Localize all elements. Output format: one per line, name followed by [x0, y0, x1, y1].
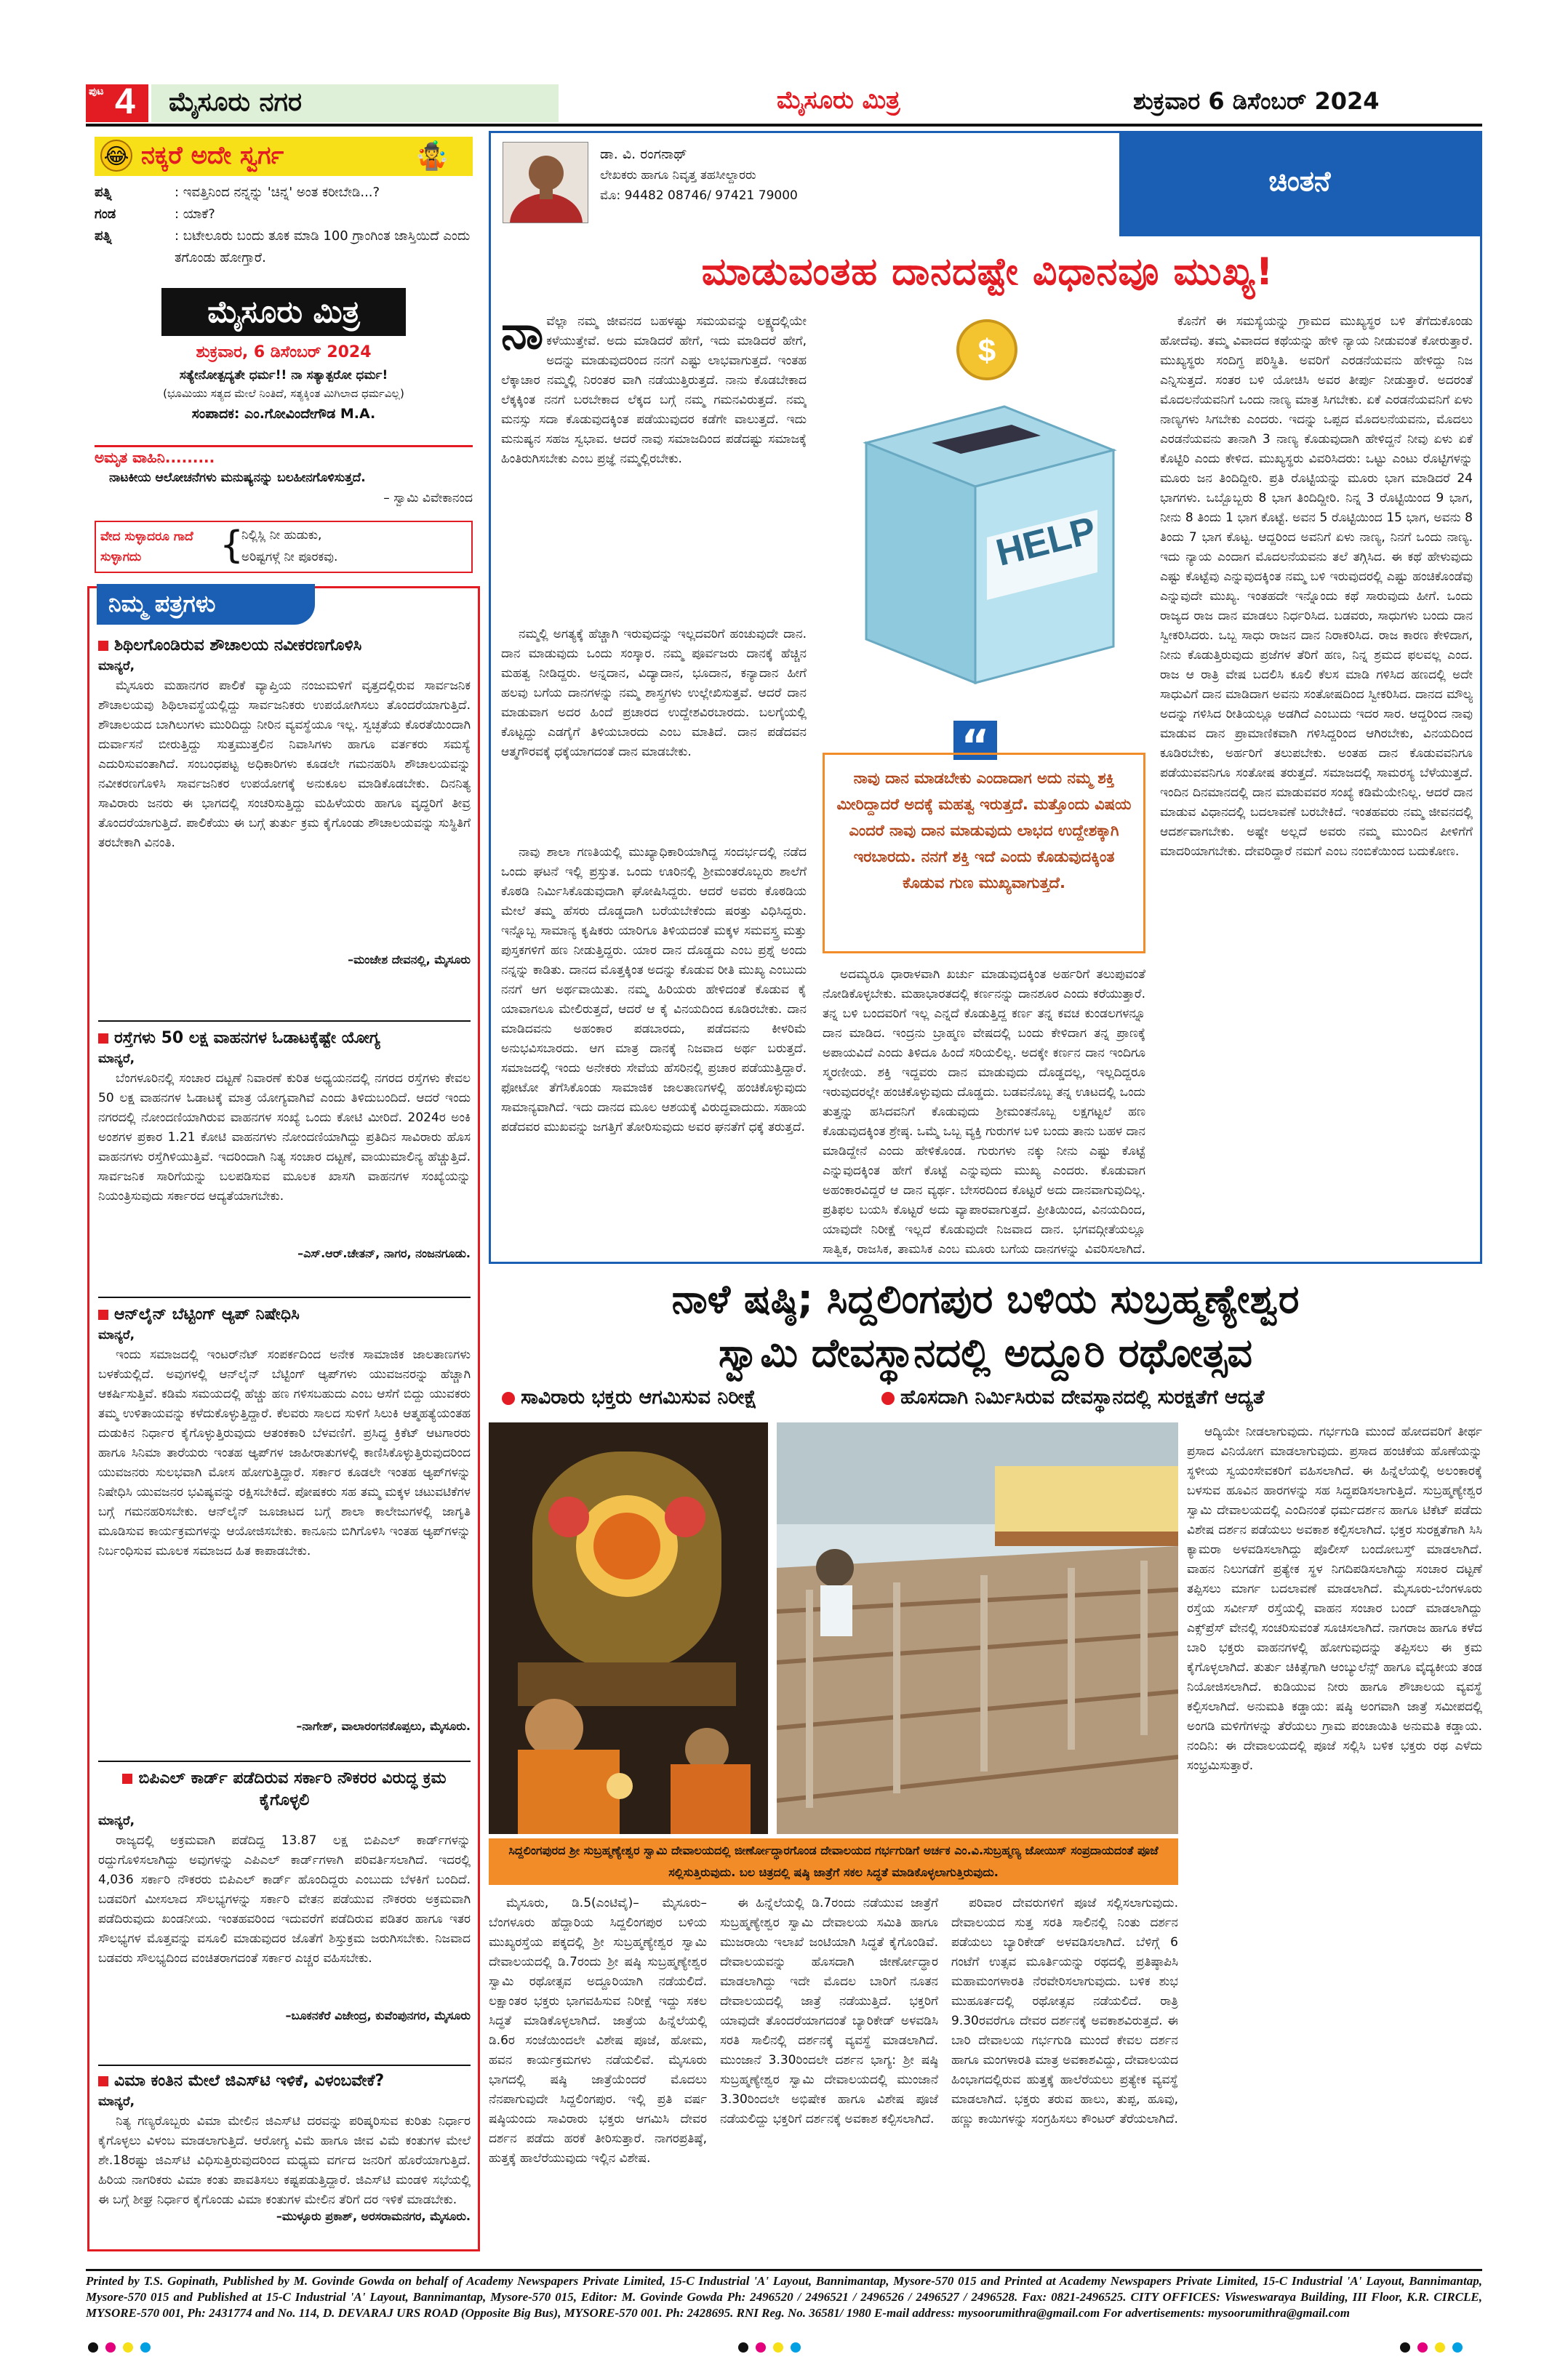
registration-dots-center	[735, 2342, 804, 2355]
letter-title: ರಸ್ತೆಗಳು 50 ಲಕ್ಷ ವಾಹನಗಳ ಓಡಾಟಕ್ಕೆಷ್ಟೇ ಯೋಗ್ಯ	[98, 1028, 471, 1049]
masthead-date: ಶುಕ್ರವಾರ, 6 ಡಿಸೆಂಬರ್ 2024	[196, 343, 372, 361]
chintane-col-3: ಕೊನೆಗೆ ಈ ಸಮಸ್ಯೆಯನ್ನು ಗ್ರಾಮದ ಮುಖ್ಯಸ್ಥರ ಬಳಿ ತೆಗೆದುಕೊಂಡು ಹೋದೆವು. ತಮ್ಮ ವಿವಾದದ ಕಥೆಯನ್ನು ಹೇಳಿ ನ್ಯಾಯ ನೀಡುವಂತೆ ಕೋರುತ್ತಾರೆ. ಮುಖ್ಯಸ್ಥರು ಸಂದಿಗ್ಧ ಪರಿಸ್ಥಿತಿ. ಅವರಿಗೆ ಎರಡನೆಯವನು ಹೇಳಿದ್ದು ನಿಜ ಎನ್ನಿಸುತ್ತದೆ. ಸಂತರ ಬಳಿ ಯೋಚಿಸಿ ಅವರ ತೀರ್ಪು ನೀಡುತ್ತಾರೆ. ಅದರಂತೆ ಮೊದಲನೆಯವನಿಗೆ ಒಂದು ನಾಣ್ಯ ಮಾತ್ರ ಸಿಗಬೇಕು. ಏಕೆ ಎರಡನೆಯವನಿಗೆ ಏಳು ನಾಣ್ಯಗಳು ಸಿಗಬೇಕು ಎಂದರು. ಇದನ್ನು ಒಪ್ಪದ ಮೊದಲನೆಯವನು, ಮೊದಲು ಎರಡನೆಯವನು ತಾನಾಗಿ 3 ನಾಣ್ಯ ಕೊಡುವುದಾಗಿ ಹೇಳಿದ್ದನೆ ನೀವು ಏಳು ಏಕೆ ಕೊಟ್ಟಿರಿ ಎಂದು ಕೇಳಿದ. ಮುಖ್ಯಸ್ಥರು ವಿವರಿಸಿದರು: ಒಟ್ಟು ಎಂಟು ರೊಟ್ಟಿಗಳನ್ನು ಮೂರು ಜನ ತಿಂದಿದ್ದೀರಿ. ಪ್ರತಿ ರೊಟ್ಟಿಯನ್ನು ಮೂರು ಭಾಗ ಮಾಡಿದರೆ 24 ಭಾಗಗಳು. ಒಬ್ಬೊಬ್ಬರು 8 ಭಾಗ ತಿಂದಿದ್ದೀರಿ. ನಿನ್ನ 3 ರೊಟ್ಟಿಯಿಂದ 9 ಭಾಗ, ನೀನು 8 ತಿಂದು 1 ಭಾಗ ಕೊಟ್ಟೆ. ಅವನ 5 ರೊಟ್ಟಿಯಿಂದ 15 ಭಾಗ, ಅವನು 8 ತಿಂದು 7 ಭಾಗ ಕೊಟ್ಟ. ಆದ್ದರಿಂದ ಅವನಿಗೆ ಏಳು ನಾಣ್ಯ, ನಿನಗೆ ಒಂದು ನಾಣ್ಯ. ಇದು ನ್ಯಾಯ ಎಂದಾಗ ಮೊದಲನೆಯವನು ತಲೆ ತಗ್ಗಿಸಿದ. ಈ ಕಥೆ ಹೇಳುವುದು ಎಷ್ಟು ಕೊಟ್ಟೆವು ಎನ್ನುವುದಕ್ಕಿಂತ ನಮ್ಮ ಬಳಿ ಇರುವುದರಲ್ಲಿ ಎಷ್ಟು ಹಂಚಿಕೊಂಡೆವು ಎನ್ನುವುದೇ ಮುಖ್ಯ. ಇಂತಹದೇ ಇನ್ನೊಂದು ಕಥೆ ಸಾರುವುದು ಹೀಗೆ. ಒಂದು ರಾಜ್ಯದ ರಾಜ ದಾನ ಮಾಡಲು ನಿರ್ಧರಿಸಿದ. ಬಡವರು, ಸಾಧುಗಳು ಬಂದು ದಾನ ಸ್ವೀಕರಿಸಿದರು. ಒಬ್ಬ ಸಾಧು ರಾಜನ ದಾನ ನಿರಾಕರಿಸಿದ. ರಾಜ ಕಾರಣ ಕೇಳಿದಾಗ, ನೀನು ಕೊಡುತ್ತಿರುವುದು ಪ್ರಜೆಗಳ ತೆರಿಗೆ ಹಣ, ನಿನ್ನ ಶ್ರಮದ ಫಲವಲ್ಲ ಎಂದ. ರಾಜ ಆ ರಾತ್ರಿ ವೇಷ ಬದಲಿಸಿ ಕೂಲಿ ಕೆಲಸ ಮಾಡಿ ಗಳಿಸಿದ ಹಣದಲ್ಲಿ ಅದೇ ಸಾಧುವಿಗೆ ದಾನ ಮಾಡಿದಾಗ ಅವನು ಸಂತೋಷದಿಂದ ಸ್ವೀಕರಿಸಿದ. ದಾನದ ಮೌಲ್ಯ ಅದನ್ನು ಗಳಿಸಿದ ರೀತಿಯಲ್ಲೂ ಅಡಗಿದೆ ಎಂಬುದು ಇದರ ಸಾರ. ಆದ್ದರಿಂದ ನಾವು ಮಾಡುವ ದಾನ ಪ್ರಾಮಾಣಿಕವಾಗಿ ಗಳಿಸಿದ್ದರಿಂದ ಆಗಿರಬೇಕು, ವಿನಯದಿಂದ ಕೂಡಿರಬೇಕು, ಅರ್ಹರಿಗೆ ತಲುಪಬೇಕು. ಅಂತಹ ದಾನ ಕೊಡುವವನಿಗೂ ಪಡೆಯುವವನಿಗೂ ಸಂತೋಷ ತರುತ್ತದೆ. ಸಮಾಜದಲ್ಲಿ ಸಾಮರಸ್ಯ ಬೆಳೆಯುತ್ತದೆ. ಇಂದಿನ ದಿನಮಾನದಲ್ಲಿ ದಾನ ಮಾಡುವವರ ಸಂಖ್ಯೆ ಕಡಿಮೆಯೇನಿಲ್ಲ. ಆದರೆ ದಾನ ಮಾಡುವ ವಿಧಾನದಲ್ಲಿ ಬದಲಾವಣೆ ಬರಬೇಕಿದೆ. ಇಂತಹವರು ನಮ್ಮ ಜೀವನದಲ್ಲಿ ಆದರ್ಶವಾಗಬೇಕು. ಅಷ್ಟೇ ಅಲ್ಲದೆ ಅವರು ನಮ್ಮ ಮುಂದಿನ ಪೀಳಿಗೆಗೆ ಮಾದರಿಯಾಗಬೇಕು. ದೇವರಿದ್ದಾರೆ ನಮಗೆ ಎಂಬ ನಂಬಿಕೆಯಿಂದ ಬದುಕೋಣ.	[1160, 314, 1473, 859]
letter-signoff: –ಮಂಜೇಶ ದೇವನಲ್ಲಿ, ಮೈಸೂರು	[348, 953, 471, 966]
registration-dots-left	[84, 2342, 154, 2355]
black-dot-icon	[1400, 2342, 1410, 2353]
letter-item	[98, 2070, 471, 2245]
chintane-para: ನಾವು ಶಾಲಾ ಗಣತಿಯಲ್ಲಿ ಮುಖ್ಯಾಧಿಕಾರಿಯಾಗಿದ್ದ ಸಂದರ್ಭದಲ್ಲಿ ನಡೆದ ಒಂದು ಘಟನೆ ಇಲ್ಲಿ ಪ್ರಸ್ತುತ. ಒಂದು ಊರಿನಲ್ಲಿ ಶ್ರೀಮಂತರೊಬ್ಬರು ಶಾಲೆಗೆ ಕೊಠಡಿ ನಿರ್ಮಿಸಿಕೊಡುವುದಾಗಿ ಘೋಷಿಸಿದ್ದರು. ಆದರೆ ಅವರು ಕೊಠಡಿಯ ಮೇಲೆ ತಮ್ಮ ಹೆಸರು ದೊಡ್ಡದಾಗಿ ಬರೆಯಬೇಕೆಂದು ಷರತ್ತು ವಿಧಿಸಿದ್ದರು. ಇನ್ನೊಬ್ಬ ಸಾಮಾನ್ಯ ಕೃಷಿಕರು ಯಾರಿಗೂ ತಿಳಿಯದಂತೆ ಮಕ್ಕಳ ಸಮವಸ್ತ್ರ ಮತ್ತು ಪುಸ್ತಕಗಳಿಗೆ ಹಣ ನೀಡುತ್ತಿದ್ದರು. ಯಾರ ದಾನ ದೊಡ್ಡದು ಎಂಬ ಪ್ರಶ್ನೆ ಅಂದು ನನ್ನನ್ನು ಕಾಡಿತು. ದಾನದ ಮೊತ್ತಕ್ಕಿಂತ ಅದನ್ನು ಕೊಡುವ ರೀತಿ ಮುಖ್ಯ ಎಂಬುದು ನನಗೆ ಆಗ ಅರ್ಥವಾಯಿತು. ನಮ್ಮ ಹಿರಿಯರು ಹೇಳಿದಂತೆ ಕೊಡುವ ಕೈ ಯಾವಾಗಲೂ ಮೇಲಿರುತ್ತದೆ, ಆದರೆ ಆ ಕೈ ವಿನಯದಿಂದ ಕೂಡಿರಬೇಕು. ದಾನ ಮಾಡಿದವನು ಅಹಂಕಾರ ಪಡಬಾರದು, ಪಡೆದವನು ಕೀಳರಿಮೆ ಅನುಭವಿಸಬಾರದು. ಆಗ ಮಾತ್ರ ದಾನಕ್ಕೆ ನಿಜವಾದ ಅರ್ಥ ಬರುತ್ತದೆ. ಸಮಾಜದಲ್ಲಿ ಇಂದು ಅನೇಕರು ಸೇವೆಯ ಹೆಸರಿನಲ್ಲಿ ಪ್ರಚಾರ ಪಡೆಯುತ್ತಿದ್ದಾರೆ. ಫೋಟೋ ತೆಗೆಸಿಕೊಂಡು ಸಾಮಾಜಿಕ ಜಾಲತಾಣಗಳಲ್ಲಿ ಹಂಚಿಕೊಳ್ಳುವುದು ಸಾಮಾನ್ಯವಾಗಿದೆ. ಇದು ದಾನದ ಮೂಲ ಆಶಯಕ್ಕೆ ವಿರುದ್ಧವಾದುದು. ಸಹಾಯ ಪಡೆದವರ ಮುಖವನ್ನು ಜಗತ್ತಿಗೆ ತೋರಿಸುವುದು ಅವರ ಘನತೆಗೆ ಧಕ್ಕೆ ತರುತ್ತದೆ.	[501, 845, 807, 1134]
chintane-headline: ಮಾಡುವಂತಹ ದಾನದಷ್ಟೇ ವಿಧಾನವೂ ಮುಖ್ಯ!	[701, 250, 1274, 294]
amrutha-title: ಅಮೃತ ವಾಹಿನಿ.........	[95, 449, 215, 466]
magenta-dot-icon	[756, 2342, 766, 2353]
masthead-editor: ಸಂಪಾದಕ: ಎಂ.ಗೋವಿಂದೇಗೌಡ M.A.	[191, 406, 376, 422]
magenta-dot-icon	[1417, 2342, 1428, 2353]
letter-item	[98, 635, 471, 1013]
magenta-dot-icon	[105, 2342, 116, 2353]
joke-box	[95, 137, 473, 268]
svg-text:$: $	[977, 333, 996, 369]
pull-quote: ನಾವು ದಾನ ಮಾಡಬೇಕು ಎಂದಾದಾಗ ಅದು ನಮ್ಮ ಶಕ್ತಿ ಮೀರಿದ್ದಾದರೆ ಅದಕ್ಕೆ ಮಹತ್ವ ಇರುತ್ತದೆ. ಮತ್ತೊಂದು ವಿಷಯ ಎಂದರೆ ನಾವು ದಾನ ಮಾಡುವುದು ಲಾಭದ ಉದ್ದೇಶಕ್ಕಾಗಿ ಇರಬಾರದು. ನನಗೆ ಶಕ್ತಿ ಇದೆ ಎಂದು ಕೊಡುವುದಕ್ಕಿಂತ ಕೊಡುವ ಗುಣ ಮುಖ್ಯವಾಗುತ್ತದೆ.	[836, 769, 1132, 892]
letters-section	[87, 586, 480, 2251]
yellow-dot-icon	[1435, 2342, 1445, 2353]
letter-signoff: –ಬೂಕನಕೆರೆ ವಿಜೇಂದ್ರ, ಕುವೆಂಪುನಗರ, ಮೈಸೂರು	[285, 2009, 471, 2022]
joke-row: ಗಂಡ : ಯಾಕೆ?	[95, 207, 215, 222]
amrutha-author: – ಸ್ವಾಮಿ ವಿವೇಕಾನಂದ	[383, 491, 473, 505]
letter-signoff: –ನಾಗೇಶ್, ವಾಲಾರಂಗನಕೊಪ್ಪಲು, ಮೈಸೂರು.	[296, 1719, 471, 1733]
chintane-label-box	[1119, 133, 1480, 236]
registration-dots-right	[1396, 2342, 1466, 2355]
letter-signoff: –ಎಸ್.ಆರ್.ಚೇತನ್, ನಾಗರ, ನಂಜನಗೂಡು.	[297, 1246, 471, 1260]
laughing-face-icon: 😂	[100, 140, 132, 172]
masthead-motto: ಸತ್ಯೇನೋತ್ಪದ್ಯತೇ ಧರ್ಮ!! ನಾ ಸತ್ಯಾತ್ಪರೋ ಧರ್ಮ!	[179, 368, 388, 383]
masthead-logo: ಮೈಸೂರು ಮಿತ್ರ	[161, 288, 406, 336]
letter-salutation: ಮಾನ್ಯರೆ,	[98, 659, 135, 673]
letter-item	[98, 1028, 471, 1289]
temple-subhead-1: ಸಾವಿರಾರು ಭಕ್ತರು ಆಗಮಿಸುವ ನಿರೀಕ್ಷೆ	[521, 1386, 757, 1409]
cyan-dot-icon	[1452, 2342, 1463, 2353]
bullet-icon	[502, 1392, 515, 1405]
letter-title: ಶಿಥಿಲಗೊಂಡಿರುವ ಶೌಚಾಲಯ ನವೀಕರಣಗೊಳಿಸಿ	[98, 635, 471, 657]
help-box-illustration	[823, 305, 1143, 726]
chintane-article	[489, 131, 1482, 1264]
temple-photo-right	[777, 1422, 1178, 1834]
temple-headline-2: ಸ್ವಾಮಿ ದೇವಸ್ಥಾನದಲ್ಲಿ ಅದ್ದೂರಿ ರಥೋತ್ಸವ	[718, 1330, 1253, 1376]
letter-body: ನಿತ್ಯ ಗಣ್ಯರೊಬ್ಬರು ವಿಮಾ ಮೇಲಿನ ಜಿಎಸ್‌ಟಿ ದರವನ್ನು ಪರಿಷ್ಕರಿಸುವ ಕುರಿತು ನಿರ್ಧಾರ ಕೈಗೊಳ್ಳಲು ವಿಳಂಬ ಮಾಡಲಾಗುತ್ತಿದೆ. ಆರೋಗ್ಯ ವಿಮೆ ಹಾಗೂ ಜೀವ ವಿಮೆ ಕಂತುಗಳ ಮೇಲೆ ಶೇ.18ರಷ್ಟು ಜಿಎಸ್‌ಟಿ ವಿಧಿಸುತ್ತಿರುವುದರಿಂದ ಮಧ್ಯಮ ವರ್ಗದ ಜನರಿಗೆ ಹೊರೆಯಾಗುತ್ತಿದೆ. ಹಿರಿಯ ನಾಗರಿಕರು ವಿಮಾ ಕಂತು ಪಾವತಿಸಲು ಕಷ್ಟಪಡುತ್ತಿದ್ದಾರೆ. ಜಿಎಸ್‌ಟಿ ಮಂಡಳಿ ಸಭೆಯಲ್ಲಿ ಈ ಬಗ್ಗೆ ಶೀಘ್ರ ನಿರ್ಧಾರ ಕೈಗೊಂಡು ವಿಮಾ ಕಂತುಗಳ ಮೇಲಿನ ತೆರಿಗೆ ದರ ಇಳಿಕೆ ಮಾಡಬೇಕು.	[98, 2114, 471, 2207]
joke-title: ನಕ್ಕರೆ ಅದೇ ಸ್ವರ್ಗ	[141, 141, 284, 170]
black-dot-icon	[738, 2342, 748, 2353]
priest-puja-photo-icon	[489, 1422, 768, 1834]
page-number-badge	[86, 81, 148, 122]
masthead-small: ಮೈಸೂರು ಮಿತ್ರ	[777, 86, 900, 115]
issue-date: ಶುಕ್ರವಾರ 6 ಡಿಸೆಂಬರ್ 2024	[1133, 87, 1380, 115]
chintane-col-1	[501, 312, 807, 1257]
divider	[98, 2065, 471, 2066]
chintane-col-2: ಅದಮ್ಯರೂ ಧಾರಾಳವಾಗಿ ಖರ್ಚು ಮಾಡುವುದಕ್ಕಿಂತ ಅರ್ಹರಿಗೆ ತಲುಪುವಂತೆ ನೋಡಿಕೊಳ್ಳಬೇಕು. ಮಹಾಭಾರತದಲ್ಲಿ ಕರ್ಣನನ್ನು ದಾನಶೂರ ಎಂದು ಕರೆಯುತ್ತಾರೆ. ತನ್ನ ಬಳಿ ಬಂದವರಿಗೆ ಇಲ್ಲ ಎನ್ನದೆ ಕೊಡುತ್ತಿದ್ದ ಕರ್ಣ ತನ್ನ ಕವಚ ಕುಂಡಲಗಳನ್ನೂ ದಾನ ಮಾಡಿದ. ಇಂದ್ರನು ಬ್ರಾಹ್ಮಣ ವೇಷದಲ್ಲಿ ಬಂದು ಕೇಳಿದಾಗ ತನ್ನ ಪ್ರಾಣಕ್ಕೆ ಅಪಾಯವಿದೆ ಎಂದು ತಿಳಿದೂ ಹಿಂದೆ ಸರಿಯಲಿಲ್ಲ. ಅದಕ್ಕೇ ಕರ್ಣನ ದಾನ ಇಂದಿಗೂ ಸ್ಮರಣೀಯ. ಶಕ್ತಿ ಇದ್ದವರು ದಾನ ಮಾಡುವುದು ದೊಡ್ಡದಲ್ಲ, ಇಲ್ಲದಿದ್ದರೂ ಇರುವುದರಲ್ಲೇ ಹಂಚಿಕೊಳ್ಳುವುದು ದೊಡ್ಡದು. ಬಡವನೊಬ್ಬ ತನ್ನ ಊಟದಲ್ಲಿ ಒಂದು ತುತ್ತನ್ನು ಹಸಿದವನಿಗೆ ಕೊಡುವುದು ಶ್ರೀಮಂತನೊಬ್ಬ ಲಕ್ಷಗಟ್ಟಲೆ ಹಣ ಕೊಡುವುದಕ್ಕಿಂತ ಶ್ರೇಷ್ಠ. ಒಮ್ಮೆ ಒಬ್ಬ ವ್ಯಕ್ತಿ ಗುರುಗಳ ಬಳಿ ಬಂದು ತಾನು ಬಹಳ ದಾನ ಮಾಡಿದ್ದೇನೆ ಎಂದು ಹೇಳಿಕೊಂಡ. ಗುರುಗಳು ನಕ್ಕು ನೀನು ಎಷ್ಟು ಕೊಟ್ಟೆ ಎನ್ನುವುದಕ್ಕಿಂತ ಹೇಗೆ ಕೊಟ್ಟೆ ಎನ್ನುವುದು ಮುಖ್ಯ ಎಂದರು. ಕೊಡುವಾಗ ಅಹಂಕಾರವಿದ್ದರೆ ಆ ದಾನ ವ್ಯರ್ಥ. ಬೇಸರದಿಂದ ಕೊಟ್ಟರೆ ಅದು ದಾನವಾಗುವುದಿಲ್ಲ. ಪ್ರತಿಫಲ ಬಯಸಿ ಕೊಟ್ಟರೆ ಅದು ವ್ಯಾಪಾರವಾಗುತ್ತದೆ. ಪ್ರೀತಿಯಿಂದ, ವಿನಯದಿಂದ, ಯಾವುದೇ ನಿರೀಕ್ಷೆ ಇಲ್ಲದೆ ಕೊಡುವುದೇ ನಿಜವಾದ ದಾನ. ಭಗವದ್ಗೀತೆಯಲ್ಲೂ ಸಾತ್ವಿಕ, ರಾಜಸಿಕ, ತಾಮಸಿಕ ಎಂಬ ಮೂರು ಬಗೆಯ ದಾನಗಳನ್ನು ವಿವರಿಸಲಾಗಿದೆ.	[823, 967, 1145, 1257]
letter-salutation: ಮಾನ್ಯರೆ,	[98, 1328, 135, 1342]
letter-body: ಮೈಸೂರು ಮಹಾನಗರ ಪಾಲಿಕೆ ವ್ಯಾಪ್ತಿಯ ನಂಜುಮಳಿಗೆ ವೃತ್ತದಲ್ಲಿರುವ ಸಾರ್ವಜನಿಕ ಶೌಚಾಲಯವು ಶಿಥಿಲಾವಸ್ಥೆಯಲ್ಲಿದ್ದು ಸಾರ್ವಜನಿಕರು ಉಪಯೋಗಿಸಲು ತೊಂದರೆಯಾಗುತ್ತಿದೆ. ಶೌಚಾಲಯದ ಬಾಗಿಲುಗಳು ಮುರಿದಿದ್ದು ನೀರಿನ ವ್ಯವಸ್ಥೆಯೂ ಇಲ್ಲ. ಸ್ವಚ್ಛತೆಯ ಕೊರತೆಯಿಂದಾಗಿ ದುರ್ವಾಸನೆ ಬೀರುತ್ತಿದ್ದು ಸುತ್ತಮುತ್ತಲಿನ ನಿವಾಸಿಗಳು ಹಾಗೂ ವರ್ತಕರು ಸಮಸ್ಯೆ ಎದುರಿಸುವಂತಾಗಿದೆ. ಸಂಬಂಧಪಟ್ಟ ಅಧಿಕಾರಿಗಳು ಕೂಡಲೇ ಗಮನಹರಿಸಿ ಶೌಚಾಲಯವನ್ನು ನವೀಕರಣಗೊಳಿಸಿ ಸಾರ್ವಜನಿಕರ ಉಪಯೋಗಕ್ಕೆ ಅನುಕೂಲ ಮಾಡಿಕೊಡಬೇಕು. ದಿನನಿತ್ಯ ಸಾವಿರಾರು ಜನರು ಈ ಭಾಗದಲ್ಲಿ ಸಂಚರಿಸುತ್ತಿದ್ದು ಮಹಿಳೆಯರು ಹಾಗೂ ವೃದ್ಧರಿಗೆ ತೀವ್ರ ತೊಂದರೆಯಾಗುತ್ತಿದೆ. ಪಾಲಿಕೆಯು ಈ ಬಗ್ಗೆ ತುರ್ತು ಕ್ರಮ ಕೈಗೊಂಡು ಶೌಚಾಲಯವನ್ನು ಸುಸ್ಥಿತಿಗೆ ತರಬೇಕಾಗಿ ವಿನಂತಿ.	[98, 678, 471, 850]
page-header	[86, 81, 1482, 124]
temple-subhead-2: ಹೊಸದಾಗಿ ನಿರ್ಮಿಸಿರುವ ದೇವಸ್ಥಾನದಲ್ಲಿ ಸುರಕ್ಷತೆಗೆ ಆದ್ಯತೆ	[900, 1386, 1265, 1409]
donation-box-icon	[823, 305, 1143, 726]
divider	[98, 1297, 471, 1298]
footer-rule	[86, 2269, 1482, 2271]
author-phone: ಮೊ: 94482 08746/ 97421 79000	[600, 188, 798, 203]
barricade-preparation-photo-icon	[777, 1422, 1178, 1834]
amrutha-vahini	[95, 445, 473, 512]
joke-header	[95, 137, 473, 176]
author-block	[498, 139, 1095, 226]
letter-body: ಬೆಂಗಳೂರಿನಲ್ಲಿ ಸಂಚಾರ ದಟ್ಟಣೆ ನಿವಾರಣೆ ಕುರಿತ ಅಧ್ಯಯನದಲ್ಲಿ ನಗರದ ರಸ್ತೆಗಳು ಕೇವಲ 50 ಲಕ್ಷ ವಾಹನಗಳ ಓಡಾಟಕ್ಕೆ ಮಾತ್ರ ಯೋಗ್ಯವಾಗಿವೆ ಎಂದು ತಿಳಿದುಬಂದಿದೆ. ಆದರೆ ಇಂದು ನಗರದಲ್ಲಿ ನೋಂದಣಿಯಾಗಿರುವ ವಾಹನಗಳ ಸಂಖ್ಯೆ ಒಂದು ಕೋಟಿ ಮೀರಿದೆ. 2024ರ ಅಂಕಿ ಅಂಶಗಳ ಪ್ರಕಾರ 1.21 ಕೋಟಿ ವಾಹನಗಳು ನೋಂದಣಿಯಾಗಿದ್ದು ಪ್ರತಿದಿನ ಸಾವಿರಾರು ಹೊಸ ವಾಹನಗಳು ರಸ್ತೆಗಿಳಿಯುತ್ತಿವೆ. ಇದರಿಂದಾಗಿ ನಿತ್ಯ ಸಂಚಾರ ದಟ್ಟಣೆ, ವಾಯುಮಾಲಿನ್ಯ ಹೆಚ್ಚುತ್ತಿದೆ. ಸಾರ್ವಜನಿಕ ಸಾರಿಗೆಯನ್ನು ಬಲಪಡಿಸುವ ಮೂಲಕ ಖಾಸಗಿ ವಾಹನಗಳ ಸಂಖ್ಯೆಯನ್ನು ನಿಯಂತ್ರಿಸುವುದು ಸರ್ಕಾರದ ಆದ್ಯತೆಯಾಗಬೇಕು.	[98, 1071, 471, 1204]
proverb-brace: {	[220, 524, 244, 567]
chintane-label: ಚಿಂತನೆ	[1268, 165, 1331, 197]
chintane-lead: ನಾ ವೆಲ್ಲಾ ನಮ್ಮ ಜೀವನದ ಬಹಳಷ್ಟು ಸಮಯವನ್ನು ಲಕ್ಷ್ಯದಲ್ಲಿಯೇ ಕಳೆಯುತ್ತೇವೆ. ಅದು ಮಾಡಿದರೆ ಹೇಗೆ, ಇದು ಮಾಡಿದರೆ ಹೇಗೆ, ಅದನ್ನು ಮಾಡುವುದರಿಂದ ನನಗೆ ಎಷ್ಟು ಲಾಭವಾಗುತ್ತದೆ. ಇಂತಹ ಲೆಕ್ಕಾಚಾರ ನಮ್ಮಲ್ಲಿ ನಿರಂತರ ವಾಗಿ ನಡೆಯುತ್ತಿರುತ್ತದೆ. ನಾನು ಕೊಡಬೇಕಾದ ಲೆಕ್ಕಕ್ಕಿಂತ ನನಗೆ ಬರಬೇಕಾದ ಲೆಕ್ಕದ ಬಗ್ಗೆ ನಮ್ಮ ಗಮನವಿರುತ್ತದೆ. ನಮ್ಮ ಮನಸ್ಸು ಸದಾ ಕೊಡುವುದಕ್ಕಿಂತ ಪಡೆಯುವುದರ ಕಡೆಗೇ ವಾಲುತ್ತದೆ. ಇದು ಮನುಷ್ಯನ ಸಹಜ ಸ್ವಭಾವ. ಆದರೆ ನಾವು ಸಮಾಜದಿಂದ ಪಡೆದಷ್ಟು ಸಮಾಜಕ್ಕೆ ಹಿಂತಿರುಗಿಸಬೇಕು ಎಂಬ ಪ್ರಜ್ಞೆ ನಮ್ಮಲ್ಲಿರಬೇಕು.	[501, 312, 807, 466]
letter-salutation: ಮಾನ್ಯರೆ,	[98, 1052, 135, 1066]
temple-col-3: ಪರಿವಾರ ದೇವರುಗಳಿಗೆ ಪೂಜೆ ಸಲ್ಲಿಸಲಾಗುವುದು. ದೇವಾಲಯದ ಸುತ್ತ ಸರತಿ ಸಾಲಿನಲ್ಲಿ ನಿಂತು ದರ್ಶನ ಪಡೆಯಲು ಬ್ಯಾರಿಕೇಡ್ ಅಳವಡಿಸಲಾಗಿದೆ. ಬೆಳಿಗ್ಗೆ 6 ಗಂಟೆಗೆ ಉತ್ಸವ ಮೂರ್ತಿಯನ್ನು ರಥದಲ್ಲಿ ಪ್ರತಿಷ್ಠಾಪಿಸಿ ಮಹಾಮಂಗಳಾರತಿ ನೆರವೇರಿಸಲಾಗುವುದು. ಬಳಿಕ ಶುಭ ಮುಹೂರ್ತದಲ್ಲಿ ರಥೋತ್ಸವ ನಡೆಯಲಿದೆ. ರಾತ್ರಿ 9.30ರವರೆಗೂ ದೇವರ ದರ್ಶನಕ್ಕೆ ಅವಕಾಶವಿರುತ್ತದೆ. ಈ ಬಾರಿ ದೇವಾಲಯ ಗರ್ಭಗುಡಿ ಮುಂದೆ ಕೇವಲ ದರ್ಶನ ಹಾಗೂ ಮಂಗಳಾರತಿ ಮಾತ್ರ ಅವಕಾಶವಿದ್ದು, ದೇವಾಲಯದ ಹಿಂಭಾಗದಲ್ಲಿರುವ ಹುತ್ತಕ್ಕೆ ಹಾಲೆರೆಯಲು ಪ್ರತ್ಯೇಕ ವ್ಯವಸ್ಥೆ ಮಾಡಲಾಗಿದೆ. ಭಕ್ತರು ತರುವ ಹಾಲು, ತುಪ್ಪ, ಹೂವು, ಹಣ್ಣು ಕಾಯಿಗಳನ್ನು ಸಂಗ್ರಹಿಸಲು ಕೌಂಟರ್ ತೆರೆಯಲಾಗಿದೆ.	[951, 1896, 1178, 2126]
yellow-dot-icon	[123, 2342, 133, 2353]
letter-item	[98, 1304, 471, 1755]
temple-col-2: ಈ ಹಿನ್ನೆಲೆಯಲ್ಲಿ ಡಿ.7ರಂದು ನಡೆಯುವ ಜಾತ್ರೆಗೆ ಸುಬ್ರಹ್ಮಣ್ಯೇಶ್ವರ ಸ್ವಾಮಿ ದೇವಾಲಯ ಸಮಿತಿ ಹಾಗೂ ಮುಜರಾಯಿ ಇಲಾಖೆ ಜಂಟಿಯಾಗಿ ಸಿದ್ಧತೆ ಕೈಗೊಂಡಿವೆ. ದೇವಾಲಯವನ್ನು ಹೊಸದಾಗಿ ಜೀರ್ಣೋದ್ಧಾರ ಮಾಡಲಾಗಿದ್ದು ಇದೇ ಮೊದಲ ಬಾರಿಗೆ ನೂತನ ದೇವಾಲಯದಲ್ಲಿ ಜಾತ್ರೆ ನಡೆಯುತ್ತಿದೆ. ಭಕ್ತರಿಗೆ ಯಾವುದೇ ತೊಂದರೆಯಾಗದಂತೆ ಬ್ಯಾರಿಕೇಡ್ ಅಳವಡಿಸಿ ಸರತಿ ಸಾಲಿನಲ್ಲಿ ದರ್ಶನಕ್ಕೆ ವ್ಯವಸ್ಥೆ ಮಾಡಲಾಗಿದೆ. ಮುಂಜಾನೆ 3.30ರಿಂದಲೇ ದರ್ಶನ ಭಾಗ್ಯ: ಶ್ರೀ ಷಷ್ಠಿ ಸುಬ್ರಹ್ಮಣ್ಯೇಶ್ವರ ಸ್ವಾಮಿ ದೇವಾಲಯದಲ್ಲಿ ಮುಂಜಾನೆ 3.30ರಿಂದಲೇ ಅಭಿಷೇಕ ಹಾಗೂ ವಿಶೇಷ ಪೂಜೆ ನಡೆಯಲಿದ್ದು ಭಕ್ತರಿಗೆ ದರ್ಶನಕ್ಕೆ ಅವಕಾಶ ಕಲ್ಪಿಸಲಾಗಿದೆ.	[720, 1896, 938, 2126]
proverb-box	[95, 521, 473, 573]
bullet-icon	[881, 1392, 895, 1405]
page-number: 4	[115, 81, 135, 121]
divider	[98, 1761, 471, 1762]
cyan-dot-icon	[140, 2342, 151, 2353]
letter-item	[98, 1768, 471, 2059]
letter-body: ಇಂದು ಸಮಾಜದಲ್ಲಿ ಇಂಟರ್‌ನೆಟ್ ಸಂಪರ್ಕದಿಂದ ಅನೇಕ ಸಾಮಾಜಿಕ ಜಾಲತಾಣಗಳು ಬಳಕೆಯಲ್ಲಿದೆ. ಅವುಗಳಲ್ಲಿ ಆನ್‌ಲೈನ್ ಬೆಟ್ಟಿಂಗ್ ಆ್ಯಪ್‌ಗಳು ಯುವಜನರನ್ನು ಹೆಚ್ಚಾಗಿ ಆಕರ್ಷಿಸುತ್ತಿವೆ. ಕಡಿಮೆ ಸಮಯದಲ್ಲಿ ಹೆಚ್ಚು ಹಣ ಗಳಿಸಬಹುದು ಎಂಬ ಆಸೆಗೆ ಬಿದ್ದು ಯುವಕರು ತಮ್ಮ ಉಳಿತಾಯವನ್ನು ಕಳೆದುಕೊಳ್ಳುತ್ತಿದ್ದಾರೆ. ಕೆಲವರು ಸಾಲದ ಸುಳಿಗೆ ಸಿಲುಕಿ ಆತ್ಮಹತ್ಯೆಯಂತಹ ದುಡುಕಿನ ನಿರ್ಧಾರ ಕೈಗೊಳ್ಳುತ್ತಿರುವುದು ಆತಂಕಕಾರಿ ಬೆಳವಣಿಗೆ. ಪ್ರಸಿದ್ಧ ಕ್ರಿಕೆಟ್ ಆಟಗಾರರು ಹಾಗೂ ಸಿನಿಮಾ ತಾರೆಯರು ಇಂತಹ ಆ್ಯಪ್‌ಗಳ ಜಾಹೀರಾತುಗಳಲ್ಲಿ ಕಾಣಿಸಿಕೊಳ್ಳುತ್ತಿರುವುದರಿಂದ ಯುವಜನರು ಸುಲಭವಾಗಿ ಮೋಸ ಹೋಗುತ್ತಿದ್ದಾರೆ. ಸರ್ಕಾರ ಕೂಡಲೇ ಇಂತಹ ಆ್ಯಪ್‌ಗಳನ್ನು ನಿಷೇಧಿಸಿ ಯುವಜನರ ಭವಿಷ್ಯವನ್ನು ರಕ್ಷಿಸಬೇಕಿದೆ. ಪೋಷಕರು ಸಹ ತಮ್ಮ ಮಕ್ಕಳ ಚಟುವಟಿಕೆಗಳ ಬಗ್ಗೆ ಗಮನಹರಿಸಬೇಕು. ಆನ್‌ಲೈನ್ ಜೂಜಾಟದ ಬಗ್ಗೆ ಶಾಲಾ ಕಾಲೇಜುಗಳಲ್ಲಿ ಜಾಗೃತಿ ಮೂಡಿಸುವ ಕಾರ್ಯಕ್ರಮಗಳನ್ನು ಆಯೋಜಿಸಬೇಕು. ಕಾನೂನು ಬಿಗಿಗೊಳಿಸಿ ಇಂತಹ ಆ್ಯಪ್‌ಗಳನ್ನು ನಿರ್ಬಂಧಿಸುವ ಮೂಲಕ ಸಮಾಜದ ಹಿತ ಕಾಪಾಡಬೇಕು.	[98, 1348, 471, 1558]
letters-heading: ನಿಮ್ಮ ಪತ್ರಗಳು	[97, 584, 315, 625]
dropcap: ನಾ	[501, 312, 544, 360]
temple-headline-1: ನಾಳೆ ಷಷ್ಠಿ; ಸಿದ್ದಲಿಂಗಪುರ ಬಳಿಯ ಸುಬ್ರಹ್ಮಣ್ಯೇಶ್ವರ	[671, 1276, 1300, 1322]
author-role: ಲೇಖಕರು ಹಾಗೂ ನಿವೃತ್ತ ತಹಸೀಲ್ದಾರರು	[600, 168, 756, 183]
letter-title: ಆನ್‌ಲೈನ್ ಬೆಟ್ಟಿಂಗ್ ಆ್ಯಪ್ ನಿಷೇಧಿಸಿ	[98, 1304, 471, 1326]
author-photo	[503, 142, 588, 223]
temple-photo-caption: ಸಿದ್ದಲಿಂಗಪುರದ ಶ್ರೀ ಸುಬ್ರಹ್ಮಣ್ಯೇಶ್ವರ ಸ್ವಾಮಿ ದೇವಾಲಯದಲ್ಲಿ ಜೀರ್ಣೋದ್ಧಾರಗೊಂಡ ದೇವಾಲಯದ ಗರ್ಭಗುಡಿಗೆ ಅರ್ಚಕ ಎಂ.ವಿ.ಸುಬ್ರಹ್ಮಣ್ಯ ಜೋಯಿಸ್ ಸಂಪ್ರದಾಯದಂತೆ ಪೂಜೆ ಸಲ್ಲಿಸುತ್ತಿರುವುದು. ಬಲ ಚಿತ್ರದಲ್ಲಿ ಷಷ್ಠಿ ಜಾತ್ರೆಗೆ ಸಕಲ ಸಿದ್ಧತೆ ಮಾಡಿಕೊಳ್ಳಲಾಗುತ್ತಿರುವುದು.	[489, 1838, 1178, 1885]
joke-body	[95, 182, 473, 269]
cyan-dot-icon	[791, 2342, 801, 2353]
page-label: ಪುಟ	[89, 86, 104, 97]
temple-col-1: ಮೈಸೂರು, ಡಿ.5(ಎಂಟಿವೈ)– ಮೈಸೂರು–ಬೆಂಗಳೂರು ಹೆದ್ದಾರಿಯ ಸಿದ್ದಲಿಂಗಪುರ ಬಳಿಯ ಮುಖ್ಯರಸ್ತೆಯ ಪಕ್ಕದಲ್ಲಿ ಶ್ರೀ ಸುಬ್ರಹ್ಮಣ್ಯೇಶ್ವರ ಸ್ವಾಮಿ ದೇವಾಲಯದಲ್ಲಿ ಡಿ.7ರಂದು ಶ್ರೀ ಷಷ್ಠಿ ಸುಬ್ರಹ್ಮಣ್ಯೇಶ್ವರ ಸ್ವಾಮಿ ರಥೋತ್ಸವ ಅದ್ದೂರಿಯಾಗಿ ನಡೆಯಲಿದೆ. ಲಕ್ಷಾಂತರ ಭಕ್ತರು ಭಾಗವಹಿಸುವ ನಿರೀಕ್ಷೆ ಇದ್ದು ಸಕಲ ಸಿದ್ಧತೆ ಮಾಡಿಕೊಳ್ಳಲಾಗಿದೆ. ಜಾತ್ರೆಯ ಹಿನ್ನೆಲೆಯಲ್ಲಿ ಡಿ.6ರ ಸಂಜೆಯಿಂದಲೇ ವಿಶೇಷ ಪೂಜೆ, ಹೋಮ, ಹವನ ಕಾರ್ಯಕ್ರಮಗಳು ನಡೆಯಲಿವೆ. ಮೈಸೂರು ಭಾಗದಲ್ಲಿ ಷಷ್ಠಿ ಜಾತ್ರೆಯೆಂದರೆ ಮೊದಲು ನೆನಪಾಗುವುದೇ ಸಿದ್ದಲಿಂಗಪುರ. ಇಲ್ಲಿ ಪ್ರತಿ ವರ್ಷ ಷಷ್ಠಿಯಂದು ಸಾವಿರಾರು ಭಕ್ತರು ಆಗಮಿಸಿ ದೇವರ ದರ್ಶನ ಪಡೆದು ಹರಕೆ ತೀರಿಸುತ್ತಾರೆ. ನಾಗರಪ್ರತಿಷ್ಠೆ, ಹುತ್ತಕ್ಕೆ ಹಾಲೆರೆಯುವುದು ಇಲ್ಲಿನ ವಿಶೇಷ.	[489, 1896, 707, 2166]
proverb-left: ವೇದ ಸುಳ್ಳಾದರೂ ಗಾದೆ ಸುಳ್ಳಾಗದು	[100, 529, 193, 564]
quote-mark-icon: “	[953, 721, 997, 760]
author-portrait-icon	[503, 143, 588, 223]
help-label: HELP	[992, 509, 1100, 575]
masthead-motto-meaning: (ಭೂಮಿಯು ಸತ್ಯದ ಮೇಲೆ ನಿಂತಿದೆ, ಸತ್ಯಕ್ಕಿಂತ ಮಿಗಿಲಾದ ಧರ್ಮವಿಲ್ಲ)	[163, 387, 404, 400]
pull-quote-box	[823, 753, 1145, 953]
proverb-line-1: ನಿಲ್ಲಿಸ್ಲಿ ನೀ ಹುಡುಕು,	[241, 528, 322, 543]
temple-col-right: ಆದ್ಯಿಯೇ ನೀಡಲಾಗುವುದು. ಗರ್ಭಗುಡಿ ಮುಂದೆ ಹೋದವರಿಗೆ ತೀರ್ಥ ಪ್ರಸಾದ ವಿನಿಯೋಗ ಮಾಡಲಾಗುವುದು. ಪ್ರಸಾದ ಹಂಚಿಕೆಯ ಹೊಣೆಯನ್ನು ಸ್ಥಳೀಯ ಸ್ವಯಂಸೇವಕರಿಗೆ ವಹಿಸಲಾಗಿದೆ. ಈ ಹಿನ್ನೆಲೆಯಲ್ಲಿ ಅಲಂಕಾರಕ್ಕೆ ಬಳಸುವ ಹೂವಿನ ಹಾರಗಳನ್ನು ಸಹ ಸಿದ್ಧಪಡಿಸಲಾಗುತ್ತಿದೆ. ಸುಬ್ರಹ್ಮಣ್ಯೇಶ್ವರ ಸ್ವಾಮಿ ದೇವಾಲಯದಲ್ಲಿ ಎಂದಿನಂತೆ ಧರ್ಮದರ್ಶನ ಹಾಗೂ ಟಿಕೆಟ್ ಪಡೆದು ವಿಶೇಷ ದರ್ಶನ ಪಡೆಯಲು ಅವಕಾಶ ಕಲ್ಪಿಸಲಾಗಿದೆ. ಭಕ್ತರ ಸುರಕ್ಷತೆಗಾಗಿ ಸಿಸಿ ಕ್ಯಾಮರಾ ಅಳವಡಿಸಲಾಗಿದ್ದು ಪೊಲೀಸ್ ಬಂದೋಬಸ್ತ್ ಮಾಡಲಾಗಿದೆ. ವಾಹನ ನಿಲುಗಡೆಗೆ ಪ್ರತ್ಯೇಕ ಸ್ಥಳ ನಿಗದಿಪಡಿಸಲಾಗಿದ್ದು ಸಂಚಾರ ದಟ್ಟಣೆ ತಪ್ಪಿಸಲು ಮಾರ್ಗ ಬದಲಾವಣೆ ಮಾಡಲಾಗಿದೆ. ಮೈಸೂರು-ಬೆಂಗಳೂರು ರಸ್ತೆಯ ಸರ್ವೀಸ್ ರಸ್ತೆಯಲ್ಲಿ ವಾಹನ ಸಂಚಾರ ಬಂದ್ ಮಾಡಲಾಗಿದ್ದು ಎಕ್ಸ್‌ಪ್ರೆಸ್ ವೇನಲ್ಲಿ ಸಂಚರಿಸುವಂತೆ ಸೂಚಿಸಲಾಗಿದೆ. ನಾಗರಾಜ ಹಾಗೂ ಕಳೆದ ಬಾರಿ ಭಕ್ತರು ವಾಹನಗಳಲ್ಲಿ ಹೋಗುವುದನ್ನು ತಪ್ಪಿಸಲು ಈ ಕ್ರಮ ಕೈಗೊಳ್ಳಲಾಗಿದೆ. ತುರ್ತು ಚಿಕಿತ್ಸೆಗಾಗಿ ಆಂಬ್ಯುಲೆನ್ಸ್ ಹಾಗೂ ವೈದ್ಯಕೀಯ ತಂಡ ನಿಯೋಜಿಸಲಾಗಿದೆ. ಕುಡಿಯುವ ನೀರು ಹಾಗೂ ಶೌಚಾಲಯ ವ್ಯವಸ್ಥೆ ಕಲ್ಪಿಸಲಾಗಿದೆ. ಅನುಮತಿ ಕಡ್ಡಾಯ: ಷಷ್ಠಿ ಅಂಗವಾಗಿ ಜಾತ್ರೆ ಸಮೀಪದಲ್ಲಿ ಅಂಗಡಿ ಮಳಿಗೆಗಳನ್ನು ತೆರೆಯಲು ಗ್ರಾಮ ಪಂಚಾಯಿತಿ ಅನುಮತಿ ಕಡ್ಡಾಯ. ನಂದಿನಿ: ಈ ದೇವಾಲಯದಲ್ಲಿ ಪೂಜೆ ಸಲ್ಲಿಸಿ ಬಳಿಕ ಭಕ್ತರು ರಥ ಎಳೆದು ಸಂಭ್ರಮಿಸುತ್ತಾರೆ.	[1187, 1425, 1482, 1773]
chintane-para: ನಮ್ಮಲ್ಲಿ ಅಗತ್ಯಕ್ಕೆ ಹೆಚ್ಚಾಗಿ ಇರುವುದನ್ನು ಇಲ್ಲದವರಿಗೆ ಹಂಚುವುದೇ ದಾನ. ದಾನ ಮಾಡುವುದು ಒಂದು ಸಂಸ್ಕಾರ. ನಮ್ಮ ಪೂರ್ವಜರು ದಾನಕ್ಕೆ ಹೆಚ್ಚಿನ ಮಹತ್ವ ನೀಡಿದ್ದರು. ಅನ್ನದಾನ, ವಿದ್ಯಾದಾನ, ಭೂದಾನ, ಕನ್ಯಾದಾನ ಹೀಗೆ ಹಲವು ಬಗೆಯ ದಾನಗಳನ್ನು ನಮ್ಮ ಶಾಸ್ತ್ರಗಳು ಉಲ್ಲೇಖಿಸುತ್ತವೆ. ಆದರೆ ದಾನ ಮಾಡುವಾಗ ಅದರ ಹಿಂದೆ ಪ್ರಚಾರದ ಉದ್ದೇಶವಿರಬಾರದು. ಬಲಗೈಯಲ್ಲಿ ಕೊಟ್ಟದ್ದು ಎಡಗೈಗೆ ತಿಳಿಯಬಾರದು ಎಂಬ ಮಾತಿದೆ. ದಾನ ಪಡೆದವನ ಆತ್ಮಗೌರವಕ್ಕೆ ಧಕ್ಕೆಯಾಗದಂತೆ ದಾನ ಮಾಡಬೇಕು.	[501, 627, 807, 759]
divider	[98, 1020, 471, 1022]
letter-title: ಬಿಪಿಎಲ್ ಕಾರ್ಡ್ ಪಡೆದಿರುವ ಸರ್ಕಾರಿ ನೌಕರರ ವಿರುದ್ಧ ಕ್ರಮ ಕೈಗೊಳ್ಳಲಿ	[98, 1768, 471, 1811]
yellow-dot-icon	[773, 2342, 783, 2353]
cartoon-icon: 🤹	[415, 140, 449, 172]
amrutha-quote: ನಾಟಕೀಯ ಆಲೋಚನೆಗಳು ಮನುಷ್ಯನನ್ನು ಬಲಹೀನಗೊಳಿಸುತ್ತದೆ.	[109, 471, 366, 485]
letter-title: ವಿಮಾ ಕಂತಿನ ಮೇಲೆ ಜಿಎಸ್‌ಟಿ ಇಳಿಕೆ, ವಿಳಂಬವೇಕೆ?	[98, 2070, 471, 2092]
section-name: ಮೈಸೂರು ನಗರ	[169, 87, 303, 117]
author-name: ಡಾ. ವಿ. ರಂಗನಾಥ್	[600, 146, 687, 162]
letter-salutation: ಮಾನ್ಯರೆ,	[98, 2094, 135, 2109]
letter-signoff: –ಮುಳ್ಳೂರು ಪ್ರಕಾಶ್, ಅರಸರಾಮನಗರ, ಮೈಸೂರು.	[276, 2209, 471, 2223]
joke-row: ಪತ್ನಿ : ಬಟೇಲೂರು ಬಂದು ತೂಕ ಮಾಡಿ 100 ಗ್ರಾಂಗಿಂತ ಜಾಸ್ತಿಯಿದೆ ಎಂದು ತಗೊಂಡು ಹೋಗ್ತಾರೆ.	[95, 228, 471, 265]
temple-photo-left	[489, 1422, 768, 1834]
section-tab	[151, 84, 559, 122]
footer-imprint: Printed by T.S. Gopinath, Published by M. Govinde Gowda on behalf of Academy Newspapers Private Limited, 15-C Industrial 'A' Layout, Bannimantap, Mysore-570 015 and Printed at Academy Newspapers Private Limited, 15-C Industrial 'A' Layout, Bannimantap, Mysore-570 015 and Published at 15-C Industrial 'A' Layout, Bannimantap, Mysore-570 015, Editor: M. Govinde Gowda Ph: 2496520 / 2496521 / 2496526 / 2496527 / 2496528. Fax: 0821-2496525. CITY OFFICES: Visweswaraya Building, III Floor, K.R. CIRCLE, MYSORE-570 001, Ph: 2431774 and No. 114, D. DEVARAJ URS ROAD (Opposite Big Bus), MYSORE-570 001. Ph: 2428695. RNI Reg. No. 36581/ 1980 E-mail address: mysoorumithra@gmail.com For advertisements: mysoorumithra@gmail.com	[86, 2274, 1482, 2320]
header-rule	[86, 124, 1482, 127]
joke-row: ಪತ್ನಿ : ಇವತ್ತಿನಿಂದ ನನ್ನನ್ನು 'ಚಿನ್ನ' ಅಂತ ಕರೀಬೇಡಿ...?	[95, 185, 380, 200]
masthead-box	[95, 288, 473, 433]
proverb-line-2: ಅರಿಷ್ಟಗಳ್ಗೆ ನೀ ಪೂರಕವು.	[241, 550, 338, 564]
black-dot-icon	[88, 2342, 98, 2353]
temple-subheads	[489, 1385, 1482, 1414]
letter-body: ರಾಜ್ಯದಲ್ಲಿ ಅಕ್ರಮವಾಗಿ ಪಡೆದಿದ್ದ 13.87 ಲಕ್ಷ ಬಿಪಿಎಲ್ ಕಾರ್ಡ್‌ಗಳನ್ನು ರದ್ದುಗೊಳಿಸಲಾಗಿದ್ದು ಅವುಗಳನ್ನು ಎಪಿಎಲ್ ಕಾರ್ಡ್‌ಗಳಾಗಿ ಪರಿವರ್ತಿಸಲಾಗಿದೆ. ಇದರಲ್ಲಿ 4,036 ಸರ್ಕಾರಿ ನೌಕರರು ಬಿಪಿಎಲ್ ಕಾರ್ಡ್ ಹೊಂದಿದ್ದರು ಎಂಬುದು ಬೆಳಕಿಗೆ ಬಂದಿದೆ. ಬಡವರಿಗೆ ಮೀಸಲಾದ ಸೌಲಭ್ಯಗಳನ್ನು ಸರ್ಕಾರಿ ವೇತನ ಪಡೆಯುವ ನೌಕರರು ಅಕ್ರಮವಾಗಿ ಪಡೆದಿರುವುದು ಖಂಡನೀಯ. ಇಂತಹವರಿಂದ ಇದುವರೆಗೆ ಪಡೆದಿರುವ ಪಡಿತರ ಹಾಗೂ ಇತರ ಸೌಲಭ್ಯಗಳ ಮೊತ್ತವನ್ನು ವಸೂಲಿ ಮಾಡುವುದರ ಜೊತೆಗೆ ಶಿಸ್ತುಕ್ರಮ ಜರುಗಿಸಬೇಕು. ನಿಜವಾದ ಬಡವರು ಸೌಲಭ್ಯದಿಂದ ವಂಚಿತರಾಗದಂತೆ ಸರ್ಕಾರ ಎಚ್ಚರ ವಹಿಸಬೇಕು.	[98, 1833, 471, 1966]
letter-salutation: ಮಾನ್ಯರೆ,	[98, 1814, 135, 1828]
